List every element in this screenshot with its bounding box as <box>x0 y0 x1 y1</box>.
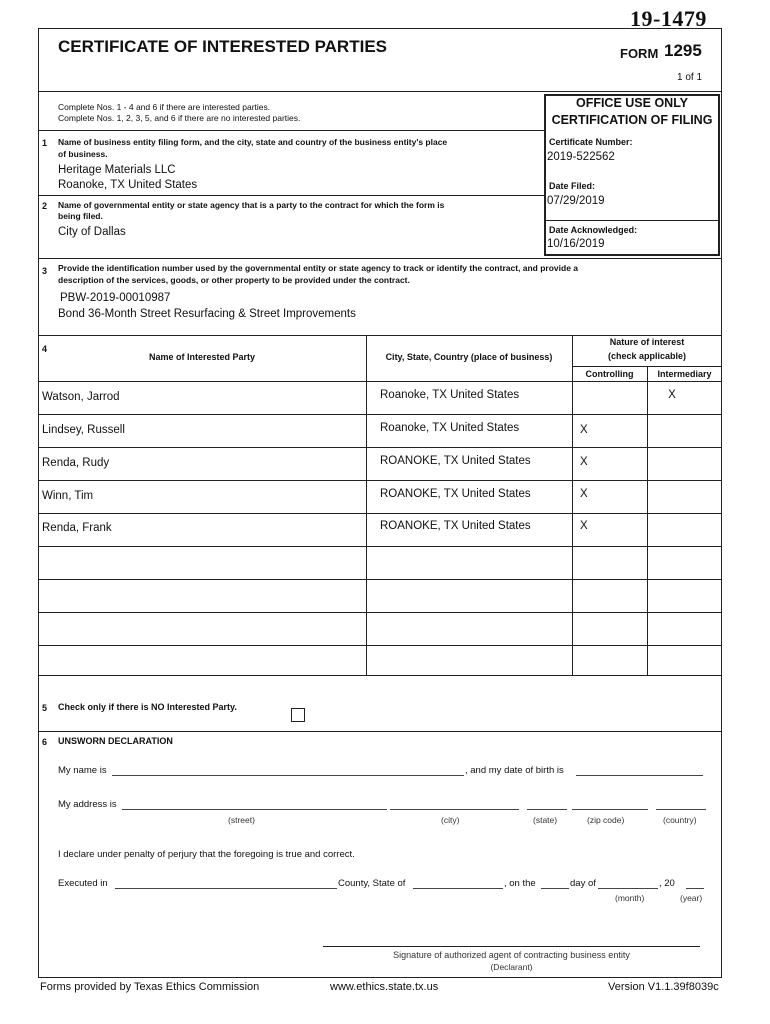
unsworn-declaration-title: UNSWORN DECLARATION <box>58 736 173 746</box>
section-4-number: 4 <box>42 344 48 354</box>
certificate-number-value: 2019-522562 <box>547 151 615 163</box>
perjury-statement: I declare under penalty of perjury that the foregoing is true and correct. <box>58 849 355 860</box>
county-state-label: County, State of <box>338 878 406 889</box>
month-line[interactable] <box>598 888 658 889</box>
signature-line[interactable] <box>323 946 700 947</box>
governmental-entity: City of Dallas <box>58 226 126 238</box>
declarant-caption: (Declarant) <box>490 962 533 972</box>
row-divider <box>38 414 722 415</box>
party-city: ROANOKE, TX United States <box>380 455 531 467</box>
form-label: FORM <box>620 46 659 61</box>
name-line[interactable] <box>112 775 464 776</box>
party-name: Renda, Rudy <box>42 457 110 469</box>
day-line[interactable] <box>541 888 569 889</box>
party-controlling: X <box>580 520 588 532</box>
executed-in-label: Executed in <box>58 878 108 889</box>
row-divider <box>38 645 722 646</box>
day-of-label: day of <box>570 878 596 889</box>
city-caption: (city) <box>441 815 460 825</box>
business-entity-location: Roanoke, TX United States <box>58 179 198 191</box>
date-acknowledged-label: Date Acknowledged: <box>549 225 638 235</box>
section-2-label-cont: being filed. <box>58 211 103 221</box>
row-divider <box>38 480 722 481</box>
party-city: ROANOKE, TX United States <box>380 520 531 532</box>
section-3-label: Provide the identification number used by the governmental entity or state agency to track or identify the contract, and provide a <box>58 263 579 273</box>
street-line[interactable] <box>122 809 387 810</box>
date-acknowledged-value: 10/16/2019 <box>547 238 605 250</box>
divider <box>38 258 722 259</box>
row-divider <box>38 612 722 613</box>
state-caption: (state) <box>533 815 558 825</box>
section-6-number: 6 <box>42 737 48 747</box>
divider <box>38 335 722 336</box>
form-number: 1295 <box>664 41 702 60</box>
divider <box>38 195 544 196</box>
divider <box>38 130 544 131</box>
col-header-controlling: Controlling <box>585 369 634 379</box>
state-line[interactable] <box>527 809 567 810</box>
party-controlling: X <box>580 424 588 436</box>
section-3-number: 3 <box>42 266 48 276</box>
date-filed-value: 07/29/2019 <box>547 195 605 207</box>
year-prefix: , 20 <box>659 878 675 889</box>
zip-line[interactable] <box>572 809 648 810</box>
contract-id: PBW-2019-00010987 <box>60 292 171 304</box>
zip-caption: (zip code) <box>587 815 625 825</box>
instruction-line-2: Complete Nos. 1, 2, 3, 5, and 6 if there are no interested parties. <box>58 113 301 123</box>
row-divider <box>38 579 722 580</box>
party-city: Roanoke, TX United States <box>380 422 520 434</box>
certificate-number-label: Certificate Number: <box>549 137 633 147</box>
row-divider <box>38 447 722 448</box>
col-header-city: City, State, Country (place of business) <box>385 352 553 362</box>
no-interested-party-label: Check only if there is NO Interested Party. <box>58 702 237 712</box>
divider <box>545 220 719 221</box>
my-name-label: My name is <box>58 765 107 776</box>
county-line[interactable] <box>115 888 337 889</box>
divider <box>38 381 722 382</box>
handwritten-file-number: 19-1479 <box>630 6 707 31</box>
instruction-line-1: Complete Nos. 1 - 4 and 6 if there are interested parties. <box>58 102 271 112</box>
section-1-number: 1 <box>42 138 48 148</box>
column-divider <box>366 335 367 675</box>
party-name: Renda, Frank <box>42 522 112 534</box>
section-1-label: Name of business entity filing form, and the city, state and country of the business entity's place <box>58 137 448 147</box>
footer-provider: Forms provided by Texas Ethics Commission <box>40 981 260 993</box>
divider <box>38 91 722 92</box>
street-caption: (street) <box>228 815 255 825</box>
address-label: My address is <box>58 799 117 810</box>
col-header-nature-sub: (check applicable) <box>607 351 687 361</box>
date-filed-label: Date Filed: <box>549 181 596 191</box>
section-3-label-cont: description of the services, goods, or other property to be provided under the contract. <box>58 275 410 285</box>
section-1-label-cont: of business. <box>58 149 108 159</box>
party-name: Watson, Jarrod <box>42 391 120 403</box>
party-controlling: X <box>580 488 588 500</box>
signature-caption: Signature of authorized agent of contracting business entity <box>393 950 630 960</box>
footer-version: Version V1.1.39f8039c <box>608 981 719 993</box>
col-header-nature: Nature of interest <box>609 337 685 347</box>
state-of-line[interactable] <box>413 888 503 889</box>
section-5-number: 5 <box>42 703 48 713</box>
country-caption: (country) <box>663 815 697 825</box>
page-indicator: 1 of 1 <box>677 72 703 83</box>
year-line[interactable] <box>686 888 704 889</box>
party-intermediary: X <box>668 389 676 401</box>
year-caption: (year) <box>680 893 703 903</box>
divider <box>38 731 722 732</box>
column-divider <box>572 335 573 675</box>
section-2-label: Name of governmental entity or state agency that is a party to the contract for which the form is <box>58 200 445 210</box>
party-name: Winn, Tim <box>42 490 94 502</box>
row-divider <box>38 546 722 547</box>
footer-website[interactable]: www.ethics.state.tx.us <box>330 981 439 993</box>
country-line[interactable] <box>656 809 706 810</box>
party-name: Lindsey, Russell <box>42 424 125 436</box>
party-controlling: X <box>580 456 588 468</box>
form-title: CERTIFICATE OF INTERESTED PARTIES <box>58 37 387 56</box>
dob-label: , and my date of birth is <box>465 765 564 776</box>
row-divider <box>38 513 722 514</box>
no-interested-party-checkbox[interactable] <box>291 708 305 722</box>
col-header-name: Name of Interested Party <box>148 352 256 362</box>
business-entity-name: Heritage Materials LLC <box>58 164 176 176</box>
party-city: ROANOKE, TX United States <box>380 488 531 500</box>
party-city: Roanoke, TX United States <box>380 389 520 401</box>
city-line[interactable] <box>390 809 519 810</box>
row-divider <box>38 675 722 676</box>
on-the-label: , on the <box>504 878 536 889</box>
section-2-number: 2 <box>42 201 48 211</box>
dob-line[interactable] <box>576 775 703 776</box>
contract-description: Bond 36-Month Street Resurfacing & Street Improvements <box>58 308 356 320</box>
month-caption: (month) <box>615 893 645 903</box>
certification-title: CERTIFICATION OF FILING <box>551 113 713 127</box>
office-use-title: OFFICE USE ONLY <box>575 96 689 110</box>
col-header-intermediary: Intermediary <box>657 369 712 379</box>
column-divider <box>647 366 648 675</box>
